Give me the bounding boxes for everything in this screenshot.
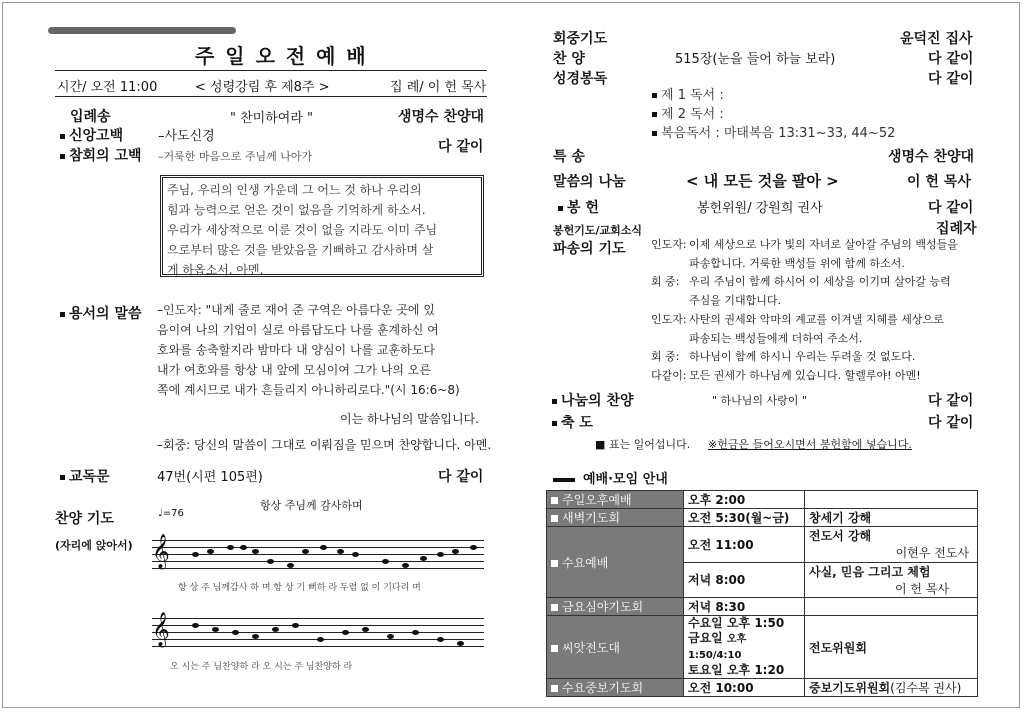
prayer-label: 회중기도 [553, 31, 608, 47]
standing-marker [552, 399, 557, 404]
standing-marker [60, 154, 65, 159]
treble-clef-icon: 𝄞 [152, 534, 170, 569]
sharing-hymn-label: 나눔의 찬양 [552, 390, 634, 410]
reading-2: 제 2 독서 : [652, 103, 724, 122]
pardon-line: 내가 여호와를 항상 내 앞에 모심이여 그가 나의 오른 [157, 363, 431, 377]
table-row: 주일오후예배 오후 2:00 [547, 491, 978, 509]
prayer-line: 주님, 우리의 인생 가운데 그 어느 것 하나 우리의 [167, 183, 422, 197]
schedule-table [546, 490, 978, 697]
sending-line: 인도자: 이제 세상으로 나가 빛의 자녀로 살아갈 주님의 백성들을 [651, 238, 958, 251]
creed-label: 신앙고백 [60, 125, 123, 145]
entrance-by: 생명수 찬양대 [398, 109, 485, 125]
table-row: 수요중보기도회 오전 10:00 중보기도위원회(김수복 권사) [547, 679, 978, 697]
sending-prayer [651, 236, 981, 386]
pardon-line: –인도자: "내게 줄로 재어 준 구역은 아름다운 곳에 있 [157, 303, 435, 317]
offering-by: 다 같이 [928, 200, 974, 216]
reading-by: 다 같이 [928, 71, 974, 87]
sermon-label: 말씀의 나눔 [553, 174, 626, 190]
entrance-song: " 찬미하여라 " [230, 111, 314, 126]
offering-text: 봉헌위원/ 강원희 권사 [697, 201, 823, 216]
score-title: 항상 주님께 감사하며 [260, 499, 363, 512]
standing-marker [552, 421, 557, 426]
sending-label: 파송의 기도 [553, 241, 626, 257]
standing-marker [60, 475, 65, 480]
responsive-label: 교독문 [60, 466, 110, 486]
service-leader: 집 례/ 이 헌 목사 [390, 80, 487, 95]
responsive-text: 47번(시편 105편) [157, 470, 263, 485]
standing-marker [652, 93, 657, 98]
service-time: 시간/ 오전 11:00 [57, 80, 158, 95]
entrance-label: 입례송 [70, 109, 111, 125]
table-row: 저녁 8:00 사실, 믿음 그리고 체험 이 헌 목사 [547, 562, 978, 598]
hymn-label: 찬 양 [553, 51, 585, 67]
creed-text: –사도신경 [158, 129, 215, 144]
song-sub: (자리에 앉아서) [55, 539, 133, 552]
sermon-title: < 내 모든 것을 팔아 > [686, 172, 839, 190]
pardon-text [157, 300, 487, 400]
pardon-line: 음이여 나의 기업이 실로 아름답도다 나를 훈계하신 여 [157, 323, 439, 337]
music-staff [152, 534, 484, 572]
divider [55, 96, 487, 97]
hymn-by: 다 같이 [928, 51, 974, 67]
blessing-label: 축 도 [552, 412, 593, 432]
song-tempo: ♩=76 [158, 508, 184, 519]
sermon-by: 이 헌 목사 [907, 174, 971, 190]
offering-prayer-by: 집례자 [936, 221, 977, 237]
sending-line: 파송되는 백성들에게 더하여 주소서. [689, 331, 863, 345]
confession-prayer-box [160, 175, 484, 277]
music-staff [152, 612, 484, 650]
offering-prayer-label: 봉헌기도/교회소식 [553, 224, 643, 237]
prayer-line: 우리가 세상적으로 이룬 것이 없을 지라도 이미 주님 [167, 223, 438, 237]
confession-text: –거룩한 마음으로 주님께 나아가 [158, 150, 313, 163]
responsive-by: 다 같이 [438, 469, 484, 485]
score-lyrics: 오 시는 주 님찬양하 라 오 시는 주 님찬양하 라 [170, 662, 353, 672]
standing-marker [558, 206, 563, 211]
sending-line: 다같이: 모든 권세가 하나님께 있습니다. 할렐루야! 아멘! [651, 368, 921, 382]
table-row: 새벽기도회 오전 5:30(월~금) 창세기 강해 [547, 509, 978, 527]
standing-marker [60, 312, 65, 317]
offering-label: 봉 헌 [558, 197, 599, 217]
prayer-line: 게 하옵소서. 아멘. [167, 263, 264, 277]
prayer-line: 으로부터 많은 것을 받았음을 기뻐하고 감사하며 살 [167, 243, 434, 257]
sharing-hymn-text: " 하나님의 사랑이 " [712, 394, 807, 407]
prayer-line: 힘과 능력으로 얻은 것이 없음을 기억하게 하소서. [167, 203, 426, 217]
treble-clef-icon: 𝄞 [152, 612, 170, 647]
table-row: 금요심야기도회 저녁 8:30 [547, 598, 978, 616]
standing-note: ■ 표는 일어섭니다. [595, 438, 691, 451]
sending-line: 회 중: 우리 주님이 함께 하시어 이 세상을 이기며 살아갈 능력 [651, 275, 951, 289]
confession-by: 다 같이 [438, 139, 484, 155]
song-label: 찬양 기도 [55, 511, 114, 527]
pardon-closing: 이는 하나님의 말씀입니다. [340, 412, 479, 426]
info-title: 예배·모임 안내 [553, 468, 668, 487]
score-lyrics: 항 상 주 님께감사 하 며 항 상 기 뻐하 라 두렴 없 이 기다리 며 [178, 583, 421, 593]
hymn-text: 515장(눈을 들어 하늘 보라) [675, 52, 836, 67]
table-row: 수요예배 오전 11:00 전도서 강해 이현우 전도사 [547, 527, 978, 563]
blessing-by: 다 같이 [928, 415, 974, 431]
sending-line: 회 중: 하나님이 함께 하시니 우리는 두려울 것 없도다. [651, 350, 916, 364]
church-season: < 성령강림 후 제8주 > [195, 80, 330, 95]
offering-note: ※헌금은 들어오시면서 봉헌함에 넣습니다. [708, 438, 912, 451]
pardon-line: 쪽에 계시므로 내가 흔들리지 아니하리로다."(시 16:6~8) [157, 383, 460, 397]
prayer-by: 윤덕진 집사 [900, 31, 973, 47]
pardon-label: 용서의 말씀 [60, 303, 142, 323]
special-label: 특 송 [553, 149, 585, 165]
standing-marker [652, 112, 657, 117]
sending-line: 인도자: 사탄의 권세와 악마의 계교를 이겨낼 지혜를 세상으로 [651, 312, 944, 326]
sharing-hymn-by: 다 같이 [928, 393, 974, 409]
special-by: 생명수 찬양대 [888, 149, 975, 165]
standing-marker [60, 134, 65, 139]
standing-marker [652, 131, 657, 136]
pardon-response: –회중: 당신의 말씀이 그대로 이뤄짐을 믿으며 찬양합니다. 아멘. [157, 438, 492, 452]
sending-line: 파송합니다. 거룩한 백성들 위에 함께 하소서. [689, 256, 905, 270]
reading-gospel: 복음독서 : 마태복음 13:31~33, 44~52 [652, 122, 895, 141]
divider [55, 70, 487, 71]
confession-label: 참회의 고백 [60, 145, 142, 165]
page-title: 주 일 오 전 예 배 [195, 44, 368, 68]
reading-1: 제 1 독서 : [652, 84, 724, 103]
reading-label: 성경봉독 [553, 71, 608, 87]
table-row: 씨앗전도대 수요일 오후 1:50 금요일 오후 1:50/4:10 토요일 오후 1:20 전도위원회 [547, 616, 978, 679]
header-bar [48, 27, 236, 34]
sending-line: 주심을 기대합니다. [689, 294, 782, 308]
pardon-line: 호와를 송축할지라 밤마다 내 양심이 나를 교훈하도다 [157, 343, 435, 357]
